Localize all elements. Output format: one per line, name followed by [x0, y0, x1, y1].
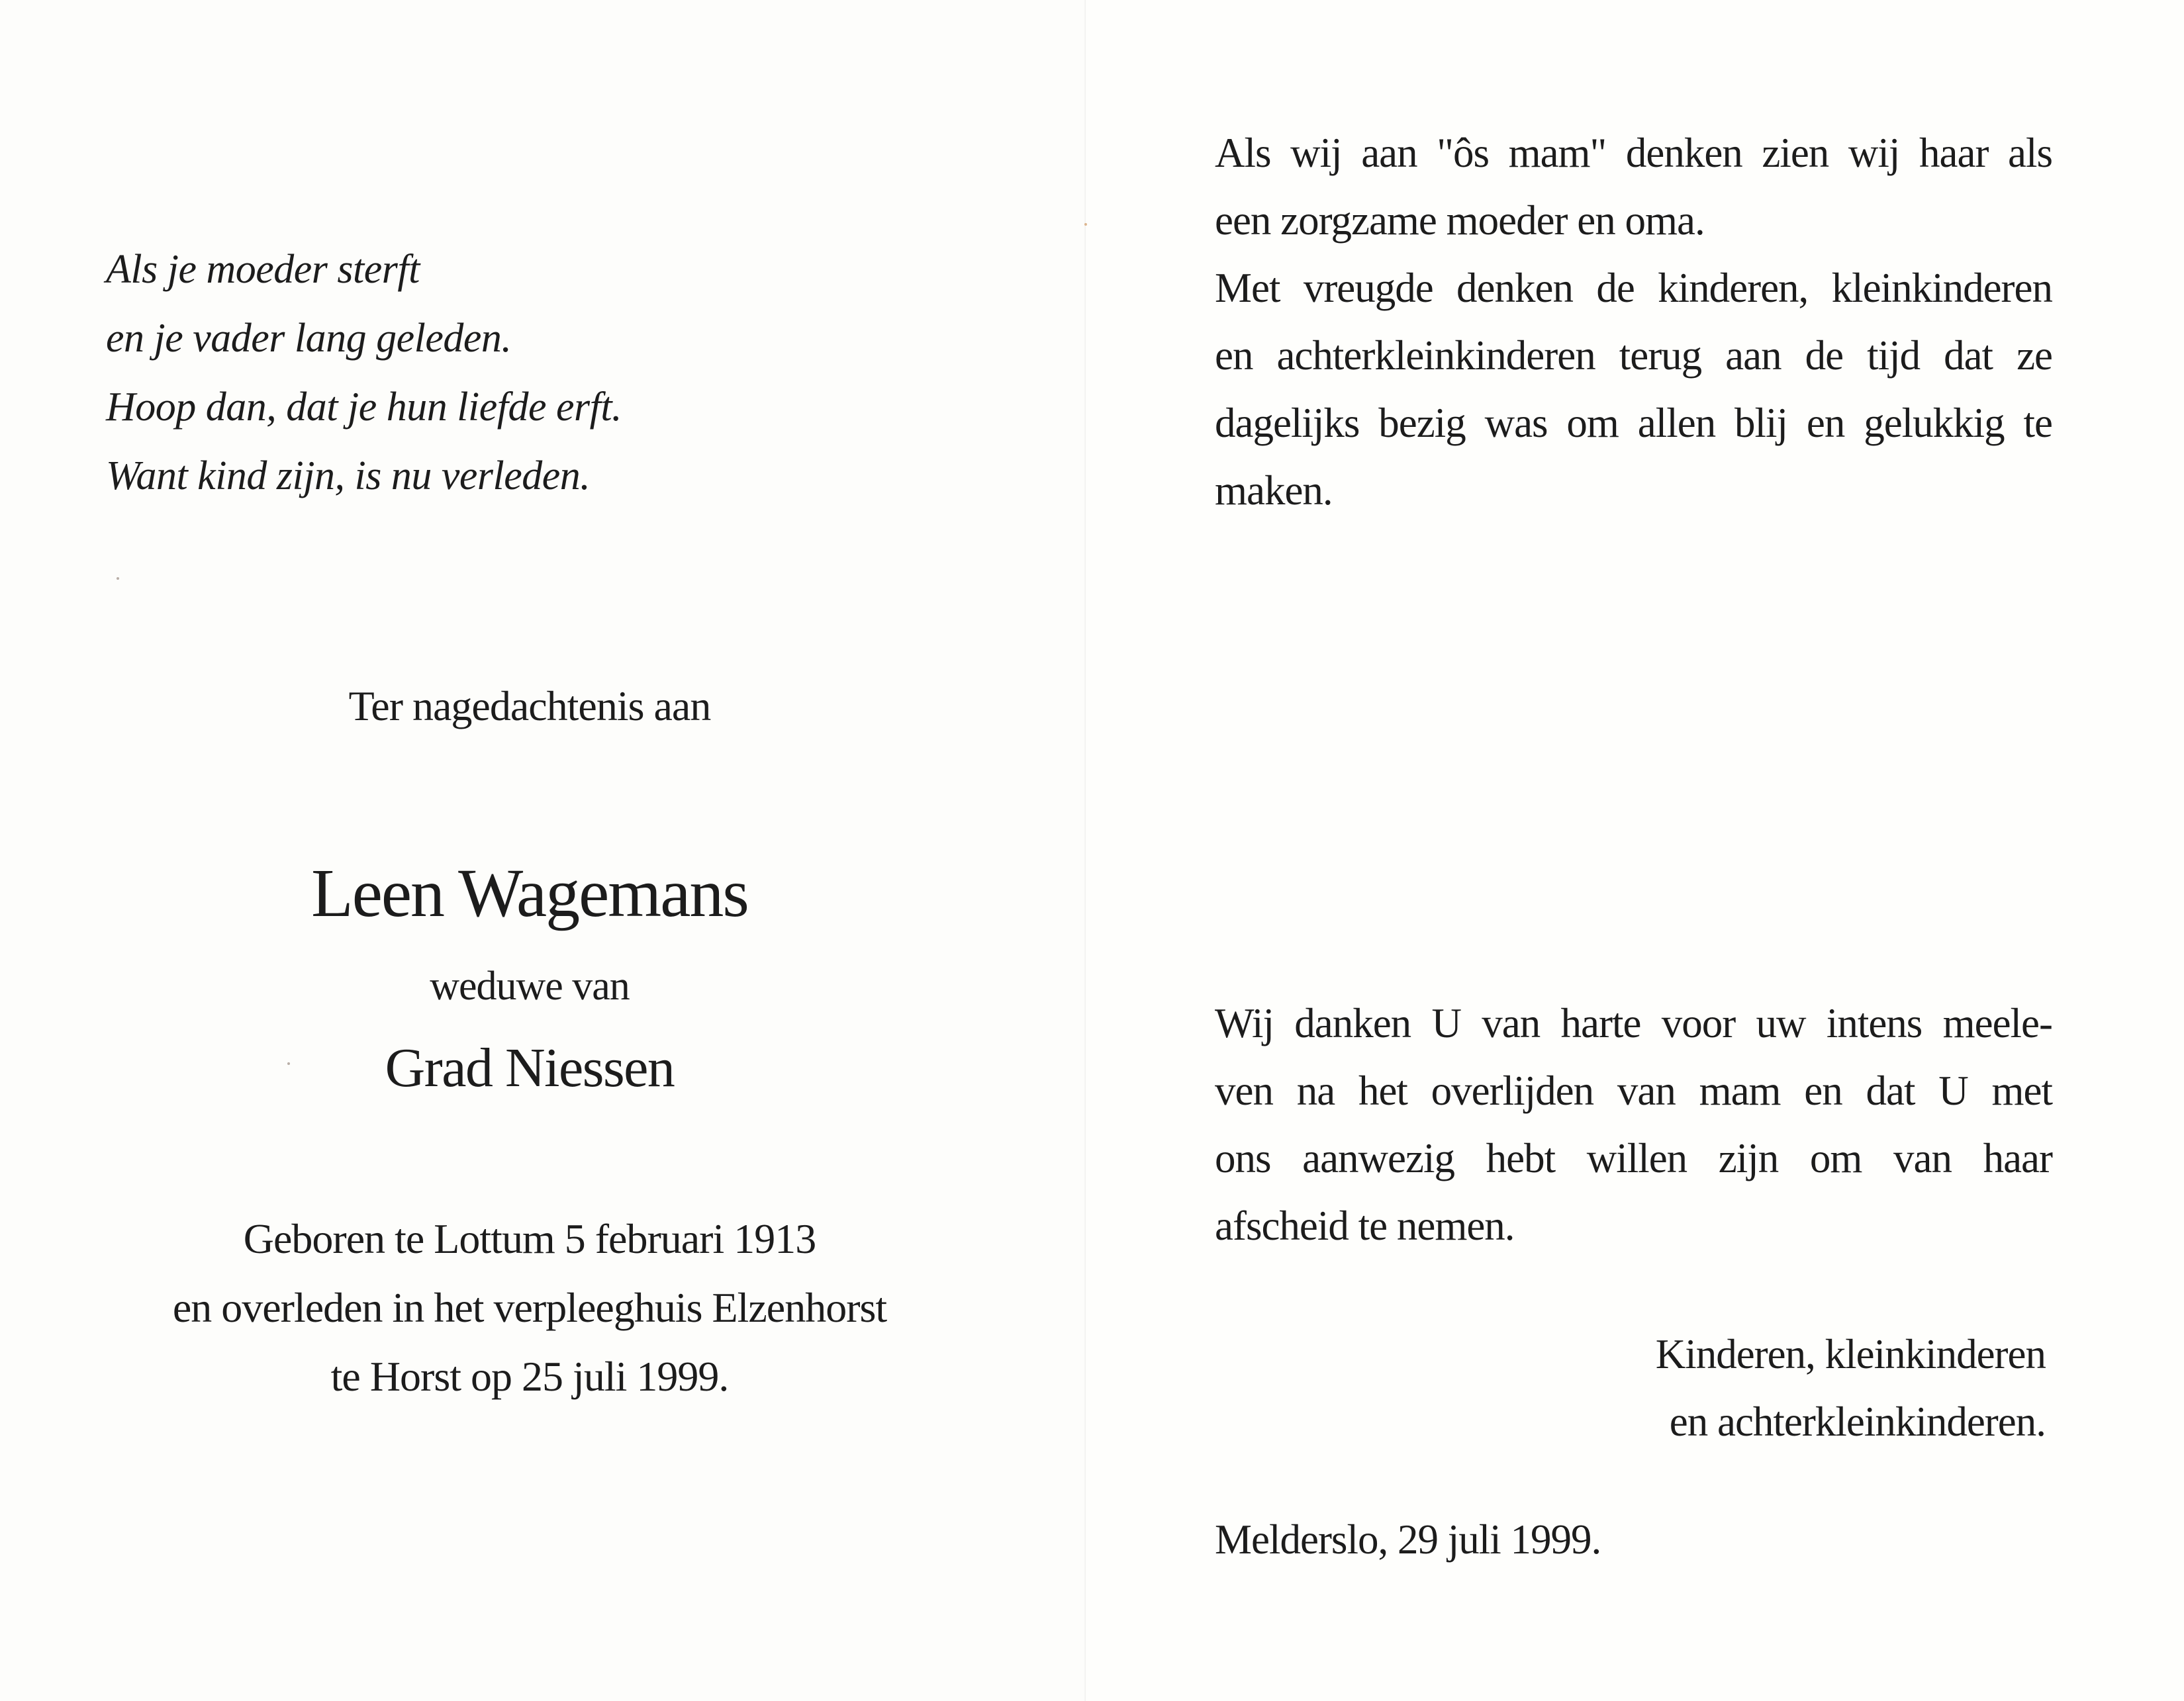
thanks-line: afscheid te nemen. [1215, 1203, 1515, 1249]
place-date: Melderslo, 29 juli 1999. [1215, 1516, 1601, 1563]
paper-speck [117, 577, 119, 580]
poem [106, 235, 622, 510]
thanks-line: Wij danken U van harte voor uw intens meele- [1215, 1000, 2052, 1046]
family-signature [1523, 1320, 2046, 1455]
left-panel [0, 0, 1086, 1701]
birth-death-line: te Horst op 25 juli 1999. [330, 1353, 729, 1400]
thanks-line: ven na het overlijden van mam en dat U met [1215, 1068, 2052, 1114]
birth-death-line: Geboren te Lottum 5 februari 1913 [243, 1215, 816, 1262]
thanks-line: ons aanwezig hebt willen zijn om van haar [1215, 1135, 2052, 1181]
poem-line: Hoop dan, dat je hun liefde erft. [106, 385, 622, 430]
memory-line: en achterkleinkinderen terug aan de tijd dat ze [1215, 332, 2052, 379]
memory-line: dagelijks bezig was om allen blij en gelukkig te [1215, 400, 2052, 446]
poem-line: Als je moeder sterft [106, 247, 420, 292]
deceased-name: Leen Wagemans [311, 855, 748, 931]
signature-line: en achterkleinkinderen. [1669, 1399, 2046, 1445]
poem-line: en je vader lang geleden. [106, 316, 512, 361]
birth-death-details [0, 1205, 1059, 1411]
memory-paragraph [1215, 119, 2052, 524]
birth-death-line: en overleden in het verpleeghuis Elzenhorst [172, 1284, 887, 1331]
paper-speck [1084, 223, 1087, 226]
memory-line: Met vreugde denken de kinderen, kleinkinderen [1215, 265, 2052, 311]
memory-line: maken. [1215, 467, 1333, 514]
thanks-paragraph [1215, 989, 2052, 1260]
spouse-name: Grad Niessen [385, 1037, 675, 1099]
widow-of-label: weduwe van [430, 964, 630, 1009]
memorial-intro: Ter nagedachtenis aan [348, 682, 711, 729]
memory-line: Als wij aan "ôs mam" denken zien wij haar als [1215, 130, 2052, 176]
memory-line: een zorgzame moeder en oma. [1215, 197, 1705, 244]
signature-line: Kinderen, kleinkinderen [1655, 1331, 2046, 1377]
paper-speck [287, 1062, 290, 1065]
poem-line: Want kind zijn, is nu verleden. [106, 453, 591, 498]
